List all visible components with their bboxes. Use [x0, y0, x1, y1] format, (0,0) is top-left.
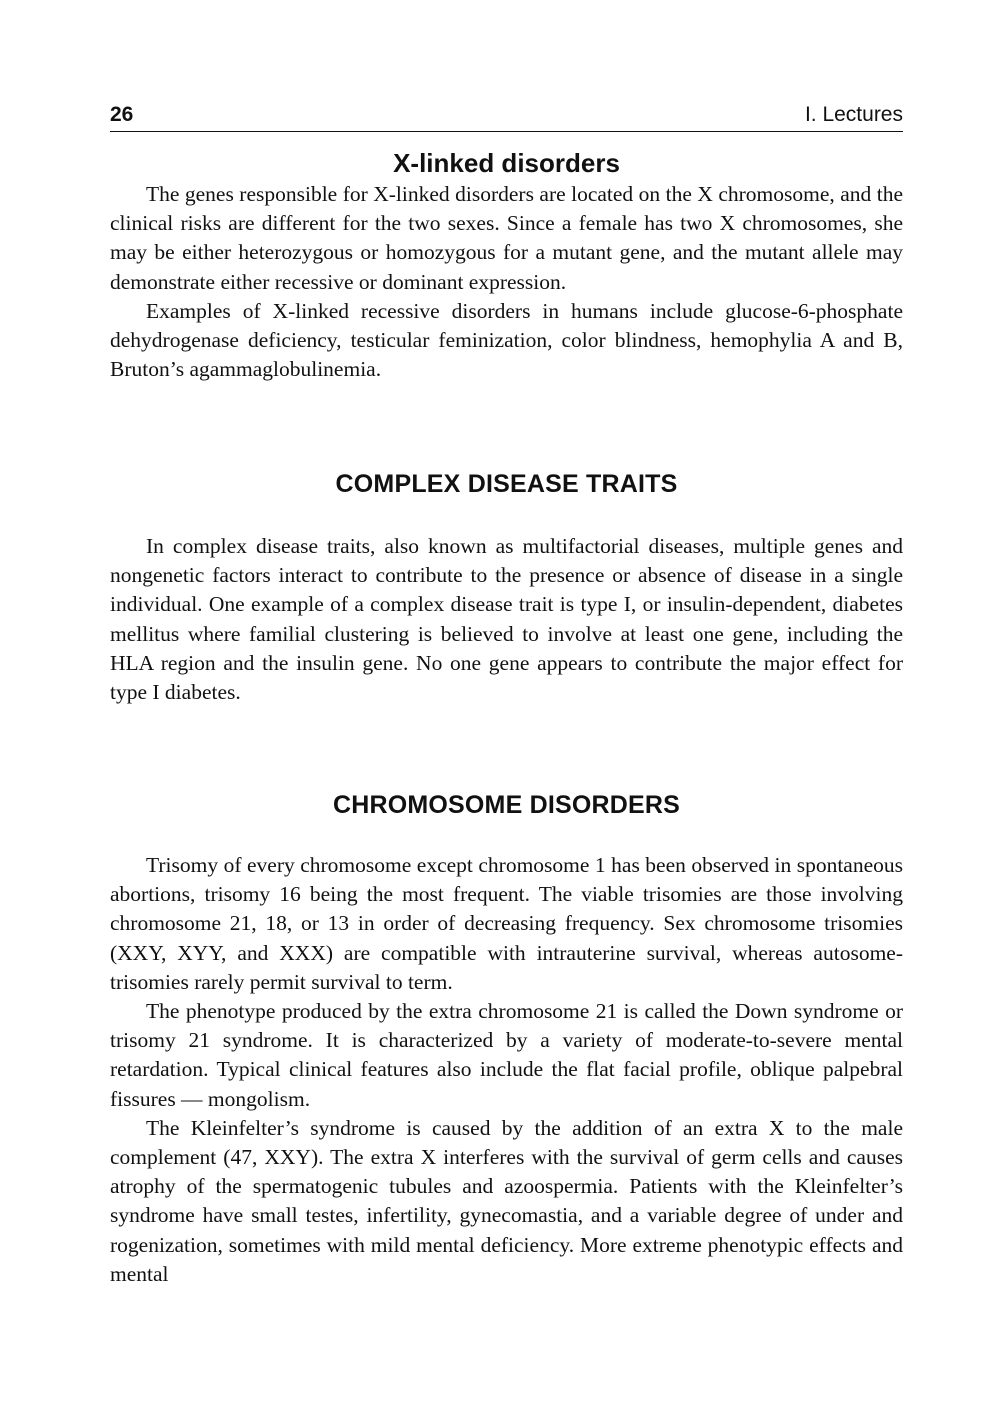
heading-x-linked-disorders: X-linked disorders	[393, 148, 620, 178]
paragraph: The Kleinfelter’s syndrome is caused by the addition of an extra X to the male complement (47, XXY). The extra X interferes with the survival of germ cells and causes atrophy of the spermatogenic tubules and azoospermia. Patients with the Kleinfelter’s syndrome have small testes, infertility, gynecomastia, and a variable degree of under and rogenization, sometimes with mild mental deficiency. More extreme phenotypic effects and mental	[110, 1115, 903, 1286]
section-complex-traits-body	[110, 532, 903, 707]
paragraph: The genes responsible for X-linked disorders are located on the X chromosome, and the clinical risks are different for the two sexes. Since a female has two X chromosomes, she may be either heterozygous or homozygous for a mutant gene, and the mutant allele may demonstrate either recessive or dominant expression.	[110, 182, 903, 294]
page-number: 26	[110, 103, 134, 126]
heading-chromosome-disorders: CHROMOSOME DISORDERS	[332, 791, 681, 819]
section-chromosome-disorders-body	[110, 851, 903, 1289]
paragraph: Trisomy of every chromosome except chromosome 1 has been observed in spontaneous abortions, trisomy 16 being the most frequent. The viable trisomies are those involving chromosome 21, 18, or 13 in order of decreasing frequency. Sex chromosome trisomies (XXY, XYY, and XXX) are compatible with intrauterine survival, whereas autosome-trisomies rarely permit survival to term.	[110, 853, 903, 994]
paragraph: In complex disease traits, also known as multifactorial diseases, multiple genes and nongenetic factors interact to contribute to the presence or absence of disease in a single individual. One example of a complex disease trait is type I, or insulin-dependent, diabetes mellitus where familial clustering is believed to involve at least one gene, including the HLA region and the insulin gene. No one gene appears to contribute the major effect for type I diabetes.	[110, 534, 903, 705]
running-section-title: I. Lectures	[804, 103, 903, 126]
heading-complex-disease-traits: COMPLEX DISEASE TRAITS	[335, 470, 678, 498]
section-x-linked-body	[110, 180, 903, 384]
document-page	[110, 0, 903, 1413]
running-header	[110, 100, 903, 132]
paragraph: The phenotype produced by the extra chromosome 21 is called the Down syndrome or trisomy 21 syndrome. It is characterized by a variety of moderate-to-severe mental retardation. Typical clinical features also include the flat facial profile, oblique palpebral fissures — mongolism.	[110, 999, 903, 1111]
paragraph: Examples of X-linked recessive disorders in humans include glucose-6-phosphate dehydrogenase deficiency, testicular feminization, color blindness, hemophylia A and B, Bruton’s agammaglobulinemia.	[110, 298, 903, 382]
